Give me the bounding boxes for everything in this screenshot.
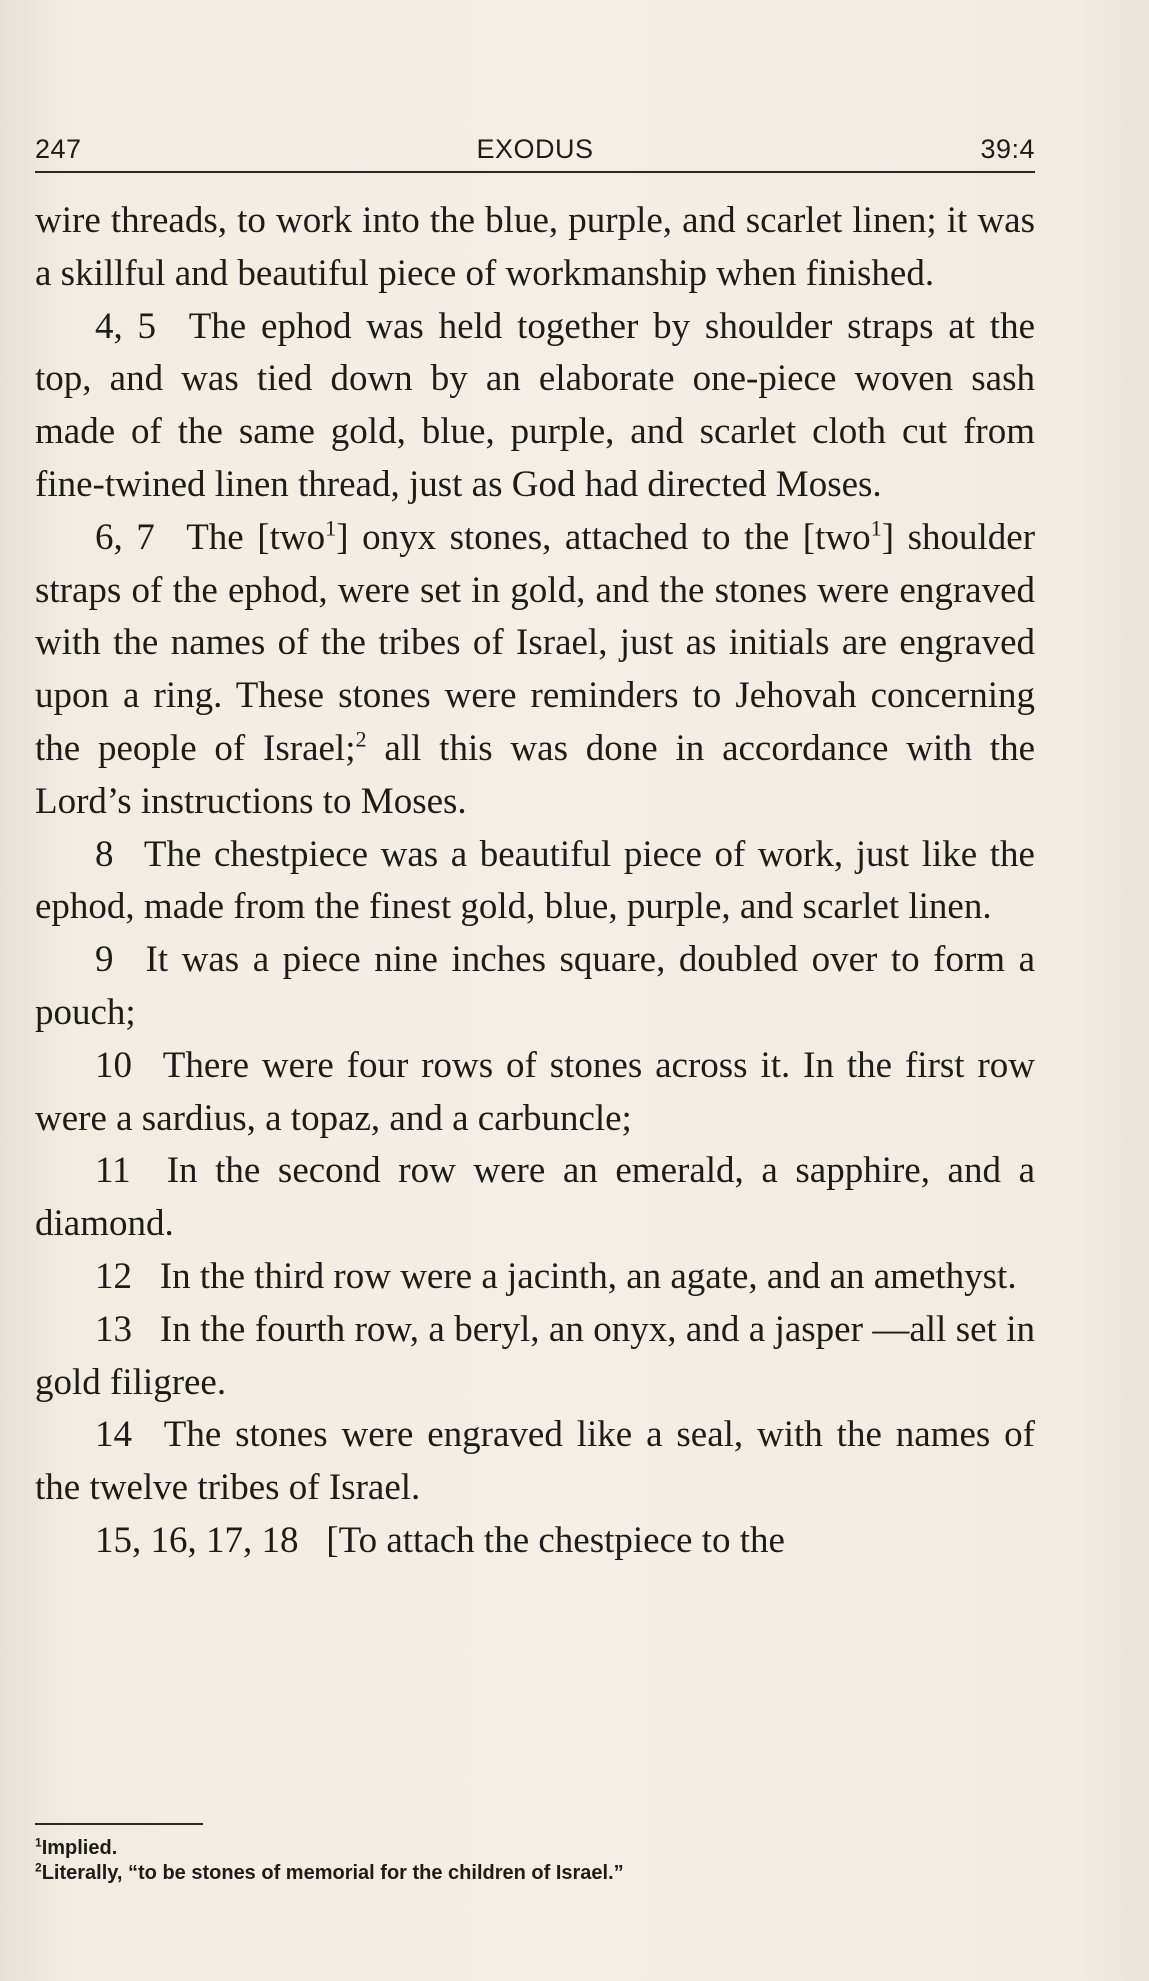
paragraph-continuation bbox=[35, 195, 1035, 301]
paragraph-text: The chestpiece was a beautiful piece of work, just like the ephod, made from the finest gold, blue, purple, and scarlet linen. bbox=[35, 833, 1035, 928]
paragraph-verse-11 bbox=[35, 1145, 1035, 1251]
page-number: 247 bbox=[35, 134, 82, 164]
book-title: EXODUS bbox=[476, 134, 594, 164]
footnote-mark: 2 bbox=[35, 1860, 42, 1875]
footnote-text: Literally, “to be stones of memorial for the children of Israel.” bbox=[41, 1862, 624, 1884]
header-rule bbox=[35, 171, 1035, 173]
paragraph-text: There were four rows of stones across it. In the first row were a sardius, a topaz, and a carbuncle; bbox=[35, 1044, 1035, 1139]
paragraph-text: In the third row were a jacinth, an agate, and an amethyst. bbox=[159, 1255, 1017, 1297]
paragraph-verse-10 bbox=[35, 1040, 1035, 1146]
running-header bbox=[35, 130, 1035, 170]
footnote-marker: 2 bbox=[355, 726, 367, 752]
footnote bbox=[35, 1836, 1035, 1861]
verse-number: 9 bbox=[95, 939, 114, 981]
footnote-marker: 1 bbox=[325, 515, 337, 541]
footnote-rule bbox=[35, 1823, 203, 1825]
verse-number: 15, 16, 17, 18 bbox=[95, 1519, 299, 1561]
verse-number: 10 bbox=[95, 1044, 132, 1086]
paragraph-verse-13 bbox=[35, 1304, 1035, 1410]
paragraph-text: In the second row were an emerald, a sapphire, and a diamond. bbox=[35, 1150, 1035, 1245]
paragraph-verse-12 bbox=[35, 1251, 1035, 1304]
chapter-verse-reference: 39:4 bbox=[980, 134, 1035, 164]
footnotes bbox=[35, 1836, 1035, 1886]
footnote-mark: 1 bbox=[35, 1835, 42, 1850]
paragraph-verse-6-7 bbox=[35, 512, 1035, 829]
footnote-text: Implied. bbox=[41, 1837, 118, 1859]
paragraph-verse-8 bbox=[35, 829, 1035, 935]
paragraph-text: The [two bbox=[186, 516, 326, 558]
verse-number: 14 bbox=[95, 1414, 132, 1456]
verse-number: 4, 5 bbox=[95, 305, 157, 347]
footnote-marker: 1 bbox=[870, 515, 882, 541]
paragraph-text: ] shoulder straps of the ephod, were set in gold, and the stones were engraved with the names of the tribes of Israel, just as initials are engraved upon a ring. These stones were reminders to Jehovah concerning the people of Israel; bbox=[35, 516, 1036, 769]
verse-number: 11 bbox=[95, 1150, 131, 1192]
footnote bbox=[35, 1861, 1035, 1886]
paragraph-text: In the fourth row, a beryl, an onyx, and a jasper —all set in gold filigree. bbox=[35, 1308, 1036, 1403]
main-text bbox=[35, 195, 1035, 1568]
paragraph-text: It was a piece nine inches square, doubled over to form a pouch; bbox=[35, 939, 1035, 1033]
verse-number: 6, 7 bbox=[95, 516, 155, 558]
verse-number: 12 bbox=[95, 1255, 132, 1297]
paragraph-verse-4-5 bbox=[35, 301, 1035, 512]
verse-number: 13 bbox=[95, 1308, 132, 1350]
paragraph-verse-15-18 bbox=[35, 1515, 1035, 1568]
paragraph-text: ] onyx stones, attached to the [two bbox=[336, 516, 871, 558]
paragraph-text: wire threads, to work into the blue, purple, and scarlet linen; it was a skillful and beautiful piece of workmanship when finished. bbox=[35, 200, 1035, 294]
paragraph-text: The stones were engraved like a seal, with the names of the twelve tribes of Israel. bbox=[35, 1414, 1035, 1509]
paragraph-text: [To attach the chestpiece to the bbox=[326, 1519, 785, 1561]
paragraph-verse-14 bbox=[35, 1409, 1035, 1515]
verse-number: 8 bbox=[95, 833, 114, 875]
paragraph-verse-9 bbox=[35, 934, 1035, 1040]
paragraph-text: The ephod was held together by shoulder straps at the top, and was tied down by an elaborate one-piece woven sash made of the same gold, blue, purple, and scarlet cloth cut from fine-twined linen thread, just as God had directed Moses. bbox=[35, 305, 1035, 505]
paragraph-text: all this was done in accordance with the Lord’s instructions to Moses. bbox=[35, 727, 1036, 822]
